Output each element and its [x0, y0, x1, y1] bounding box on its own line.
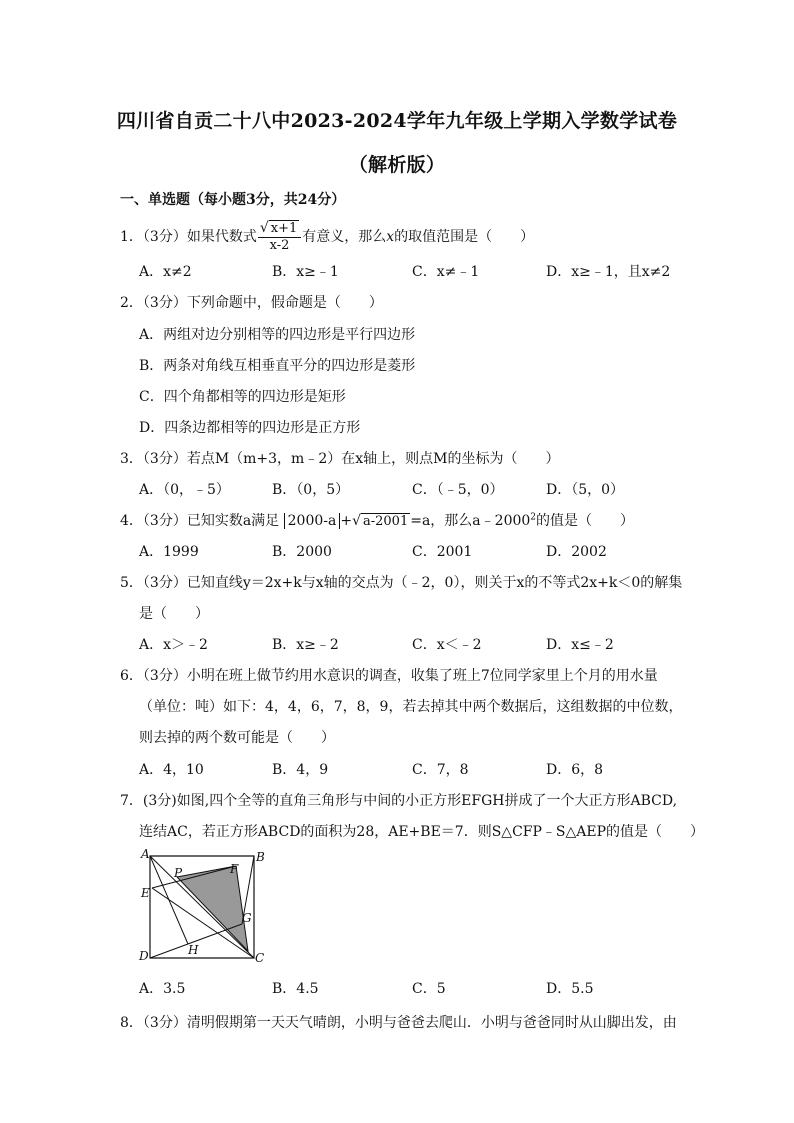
q3-option-a: A．（0，﹣5） — [139, 482, 230, 498]
question-6-stem-line2: （单位：吨）如下：4，4，6，7，8，9，若去掉其中两个数据后，这组数据的中位数， — [139, 699, 683, 715]
q1-numerator: x+1 — [270, 221, 298, 236]
q6-option-d: D．6，8 — [546, 762, 604, 778]
label-a: A — [141, 848, 150, 861]
q7-option-c: C．5 — [412, 981, 446, 997]
q1-prefix: 1．（3分）如果代数式 — [120, 229, 257, 245]
q4-prefix: 4．（3分）已知实数a满足 — [120, 513, 280, 529]
question-1-stem — [120, 220, 534, 254]
q4-absolute: 2000-a — [284, 513, 341, 529]
label-c: C — [255, 951, 265, 965]
q4-option-a: A．1999 — [139, 544, 199, 560]
q1-option-a: A．x≠2 — [139, 264, 192, 280]
q4-option-b: B．2000 — [272, 544, 332, 560]
q6-option-c: C．7，8 — [412, 762, 469, 778]
q1-suffix2: 的取值范围是（ ） — [394, 229, 535, 245]
q5-option-a: A．x＞﹣2 — [139, 637, 208, 653]
q2-option-d: D．四条边都相等的四边形是正方形 — [139, 420, 361, 436]
line-a-h — [150, 856, 188, 944]
q4-option-c: C．2001 — [412, 544, 473, 560]
q1-option-d: D．x≥﹣1，且x≠2 — [546, 264, 671, 280]
page-title: 四川省自贡二十八中2023-2024学年九年级上学期入学数学试卷 — [116, 110, 678, 132]
q5-option-b: B．x≥﹣2 — [272, 637, 339, 653]
question-8-stem-line1: 8．（3分）清明假期第一天天气晴朗，小明与爸爸去爬山．小明与爸爸同时从山脚出发，由 — [120, 1015, 677, 1031]
q4-sup: 2 — [530, 512, 537, 523]
q2-option-c: C．四个角都相等的四边形是矩形 — [139, 389, 346, 405]
q1-option-c: C．x≠﹣1 — [412, 264, 480, 280]
label-d: D — [139, 949, 149, 963]
section-heading: 一、单选题（每小题3分，共24分） — [120, 192, 346, 208]
question-7-stem-line2: 连结AC，若正方形ABCD的面积为28，AE+BE＝7．则S△CFP﹣S△AEP的值是（ ） — [139, 824, 705, 840]
q2-option-a: A．两组对边分别相等的四边形是平行四边形 — [139, 327, 416, 343]
q1-option-b: B．x≥﹣1 — [272, 264, 339, 280]
q5-option-c: C．x＜﹣2 — [412, 637, 482, 653]
question-5-stem-line2: 是（ ） — [139, 606, 209, 622]
q2-option-b: B．两条对角线互相垂直平分的四边形是菱形 — [139, 358, 416, 374]
q3-option-b: B．（0，5） — [272, 482, 350, 498]
question-6-stem-line3: 则去掉的两个数可能是（ ） — [139, 730, 335, 746]
question-7-stem-line1: 7．(3分)如图,四个全等的直角三角形与中间的小正方形EFGH拼成了一个大正方形ABCD, — [120, 793, 678, 809]
q1-fraction: $\frac{√ x+1}{x-2}$ — [258, 220, 301, 254]
q7-option-b: B．4.5 — [272, 981, 319, 997]
label-e: E — [141, 886, 150, 900]
question-6-stem-line1: 6．（3分）小明在班上做节约用水意识的调查，收集了班上7位同学家里上个月的用水量 — [120, 668, 658, 684]
question-5-stem-line1: 5．（3分）已知直线y＝2x+k与x轴的交点为（﹣2，0），则关于x的不等式2x+k＜0的解集 — [120, 575, 683, 591]
q4-radical: a-2001 — [363, 514, 409, 529]
q6-option-a: A．4，10 — [139, 762, 204, 778]
q4-option-d: D．2002 — [546, 544, 607, 560]
label-b: B — [256, 850, 265, 864]
q3-option-c: C．（﹣5，0） — [412, 482, 504, 498]
page-subtitle: （解析版） — [348, 154, 446, 176]
q7-figure — [138, 848, 270, 970]
q3-option-d: D．（5，0） — [546, 482, 625, 498]
q6-option-b: B．4，9 — [272, 762, 329, 778]
q4-suffix: =a，那么a﹣2000 — [410, 513, 531, 529]
label-f: F — [230, 862, 239, 876]
q4-plus: + — [340, 513, 353, 529]
question-4-stem: 4．（3分）已知实数a满足 2000-a +√ a-2001 =a，那么a﹣2000$^2$的值是（ ） — [120, 512, 635, 529]
q1-var: x — [386, 229, 395, 245]
q7-option-a: A．3.5 — [139, 981, 186, 997]
question-3-stem: 3．（3分）若点M（m+3，m﹣2）在x轴上，则点M的坐标为（ ） — [120, 451, 560, 467]
q7-option-d: D．5.5 — [546, 981, 594, 997]
label-g: G — [242, 911, 252, 925]
q5-option-d: D．x≤﹣2 — [546, 637, 614, 653]
q4-suffix2: 的值是（ ） — [536, 513, 635, 529]
label-h: H — [188, 943, 199, 957]
q1-suffix: 有意义，那么 — [302, 229, 387, 245]
q1-denominator: x-2 — [269, 238, 290, 253]
question-2-stem: 2．（3分）下列命题中，假命题是（ ） — [120, 295, 383, 311]
label-p: P — [174, 866, 183, 880]
